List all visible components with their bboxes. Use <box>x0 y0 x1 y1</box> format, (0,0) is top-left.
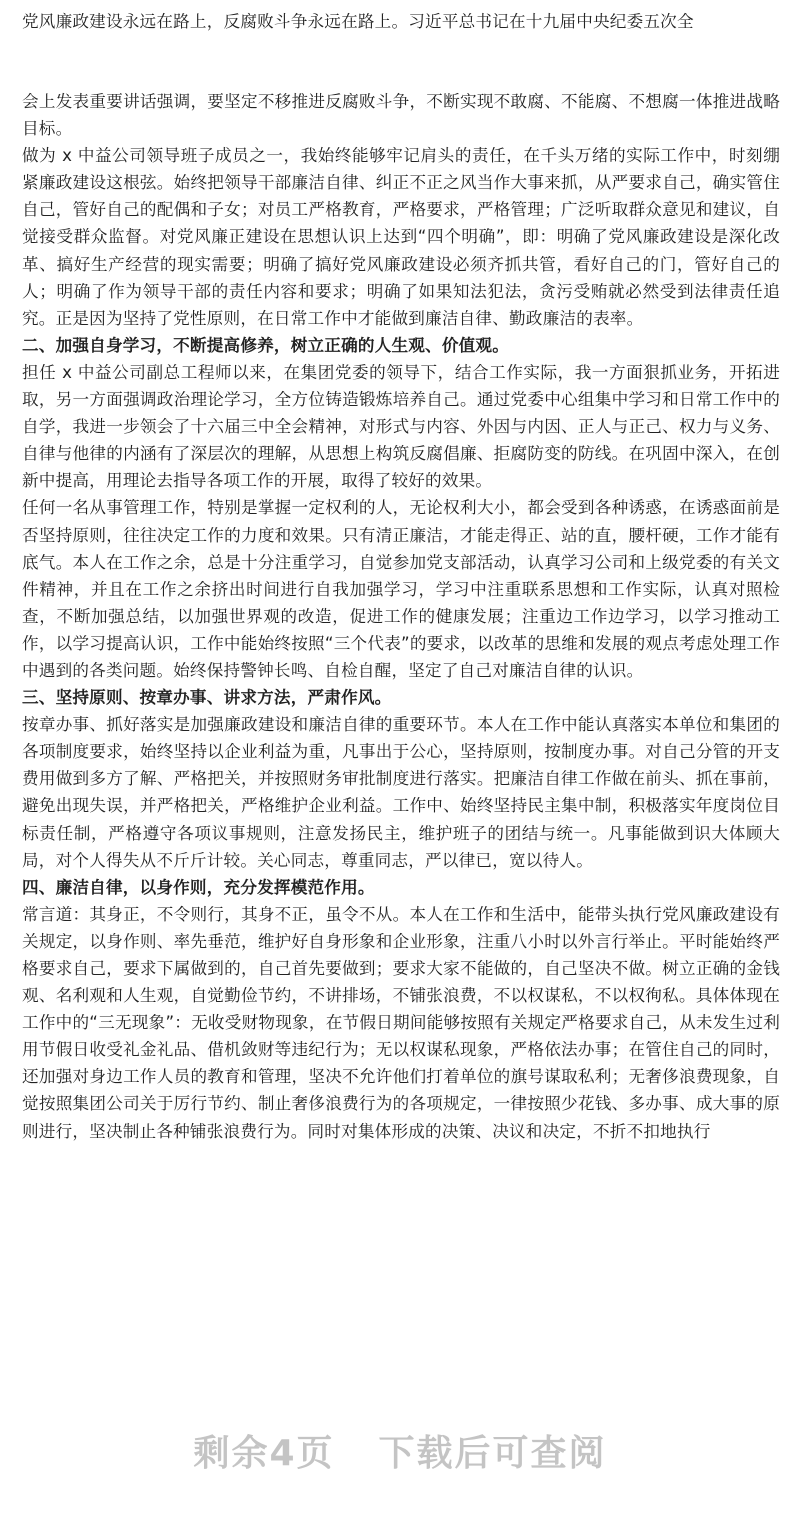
paragraph: 会上发表重要讲话强调，要坚定不移推进反腐败斗争，不断实现不敢腐、不能腐、不想腐一体推进战略目标。 <box>22 92 780 139</box>
clipped-previous-line <box>22 0 782 3</box>
section-heading: 二、加强自身学习，不断提高修养，树立正确的人生观、价值观。 <box>22 335 510 355</box>
section-heading: 四、廉洁自律，以身作则，充分发挥模范作用。 <box>22 877 375 897</box>
paragraph: 担任 x 中益公司副总工程师以来，在集团党委的领导下，结合工作实际，我一方面狠抓业务，开拓进取，另一方面强调政治理论学习，全方位铸造锻炼培养自己。通过党委中心组集中学习和日常工作中的自学，我进一步领会了十六届三中全会精神，对形式与内容、外因与内因、正人与正己、权力与义务、自律与他律的内涵有了深层次的理解，从思想上构筑反腐倡廉、拒腐防变的防线。在巩固中深入，在创新中提高，用理论去指导各项工作的开展，取得了较好的效果。 <box>22 362 780 491</box>
paragraph: 任何一名从事管理工作，特别是掌握一定权利的人，无论权利大小，都会受到各种诱惑，在诱惑面前是否坚持原则，往往决定工作的力度和效果。只有清正廉洁，才能走得正、站的直，腰杆硬，工作才能有底气。本人在工作之余，总是十分注重学习，自觉参加党支部活动，认真学习公司和上级党委的有关文件精神，并且在工作之余挤出时间进行自我加强学习，学习中注重联系思想和工作实际，认真对照检查，不断加强总结，以加强世界观的改造，促进工作的健康发展；注重边工作边学习，以学习推动工作，以学习提高认识，工作中能始终按照“三个代表”的要求，以改革的思维和发展的观点考虑处理工作中遇到的各类问题。始终保持警钟长鸣、自检自醒，坚定了自己对廉洁自律的认识。 <box>22 498 780 680</box>
preview-limit-banner[interactable] <box>0 1424 800 1484</box>
remaining-pages-label: 剩余4页 <box>193 1433 335 1474</box>
download-to-view-label[interactable]: 下载后可查阅 <box>378 1433 607 1474</box>
paragraph: 常言道：其身正，不令则行，其身不正，虽令不从。本人在工作和生活中，能带头执行党风廉政建设有关规定，以身作则、率先垂范，维护好自身形象和企业形象，注重八小时以外言行举止。平时能始终严格要求自己，要求下属做到的，自己首先要做到；要求大家不能做的，自己坚决不做。树立正确的金钱观、名利观和人生观，自觉勤俭节约，不讲排场，不铺张浪费，不以权谋私，不以权徇私。具体体现在工作中的“三无现象”：无收受财物现象，在节假日期间能够按照有关规定严格要求自己，从未发生过利用节假日收受礼金礼品、借机敛财等违纪行为；无以权谋私现象，严格依法办事；在管住自己的同时，还加强对身边工作人员的教育和管理，坚决不允许他们打着单位的旗号谋取私利；无奢侈浪费现象，自觉按照集团公司关于厉行节约、制止奢侈浪费行为的各项规定，一律按照少花钱、多办事、成大事的原则进行，坚决制止各种铺张浪费行为。同时对集体形成的决策、决议和决定，不折不扣地执行 <box>22 904 780 1141</box>
section-heading: 三、坚持原则、按章办事、讲求方法，严肃作风。 <box>22 688 392 708</box>
paragraph: 按章办事、抓好落实是加强廉政建设和廉洁自律的重要环节。本人在工作中能认真落实本单位和集团的各项制度要求，始终坚持以企业利益为重，凡事出于公心，坚持原则，按制度办事。对自己分管的开支费用做到多方了解、严格把关，并按照财务审批制度进行落实。把廉洁自律工作做在前头、抓在事前，避免出现失误，并严格把关，严格维护企业利益。工作中、始终坚持民主集中制，积极落实年度岗位目标责任制，严格遵守各项议事规则，注意发扬民主，维护班子的团结与统一。凡事能做到识大体顾大局，对个人得失从不斤斤计较。关心同志，尊重同志，严以律已，宽以待人。 <box>22 715 780 870</box>
paragraph: 党风廉政建设永远在路上，反腐败斗争永远在路上。习近平总书记在十九届中央纪委五次全 <box>22 12 694 31</box>
paragraph: 做为 x 中益公司领导班子成员之一，我始终能够牢记肩头的责任，在千头万绪的实际工作中，时刻绷紧廉政建设这根弦。始终把领导干部廉洁自律、纠正不正之风当作大事来抓，从严要求自己，确实管住自己，管好自己的配偶和子女；对员工严格教育，严格要求，严格管理；广泛听取群众意见和建议，自觉接受群众监督。对党风廉正建设在思想认识上达到“四个明确”，即：明确了党风廉政建设是深化改革、搞好生产经营的现实需要；明确了搞好党风廉政建设必须齐抓共管，看好自己的门，管好自己的人；明确了作为领导干部的责任内容和要求；明确了如果知法犯法，贪污受贿就必然受到法律责任追究。正是因为坚持了党性原则，在日常工作中才能做到廉洁自律、勤政廉洁的表率。 <box>22 146 780 328</box>
clipped-line-text <box>22 0 782 3</box>
document-page-section-1 <box>22 8 780 35</box>
document-page-section-2 <box>22 88 780 1145</box>
